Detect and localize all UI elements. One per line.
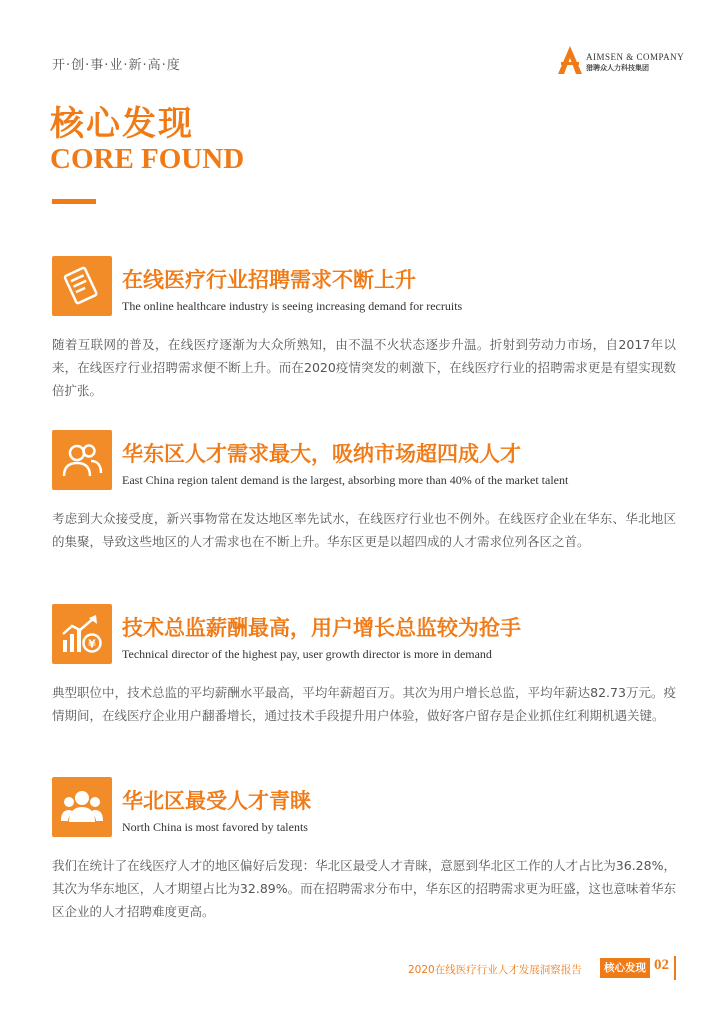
logo-mark-icon <box>558 46 582 74</box>
section-subtitle: East China region talent demand is the largest, absorbing more than 40% of the market talent <box>122 473 569 487</box>
section-subtitle: The online healthcare industry is seeing increasing demand for recruits <box>122 299 463 313</box>
section-icon-box <box>52 777 112 837</box>
section-body: 随着互联网的普及，在线医疗逐渐为大众所熟知，由不温不火状态逐步升温。折射到劳动力市场，自2017年以来，在线医疗行业招聘需求便不断上升。而在2020疫情突发的刺激下，在线医疗行业的招聘需求更是有望实现数倍扩张。 <box>52 337 676 398</box>
footer-section-badge: 核心发现 <box>600 958 650 978</box>
header-tagline: 开·创·事·业·新·高·度 <box>52 58 181 73</box>
logo-text-cn: 猎聘众人力科技集团 <box>586 64 649 72</box>
group-icon <box>60 785 104 829</box>
section-title: 技术总监薪酬最高，用户增长总监较为抢手 <box>122 616 521 640</box>
page-title: 核心发现 <box>50 104 194 144</box>
footer-report-title: 2020在线医疗行业人才发展洞察报告 <box>408 964 582 976</box>
section-title: 华北区最受人才青睐 <box>122 789 311 813</box>
page-number: 02 <box>654 957 669 973</box>
title-underline <box>52 199 96 204</box>
section-subtitle: Technical director of the highest pay, user growth director is more in demand <box>122 647 492 661</box>
section-title: 华东区人才需求最大，吸纳市场超四成人才 <box>122 442 521 466</box>
people-icon <box>60 438 104 482</box>
section-icon-box <box>52 256 112 316</box>
section-body: 我们在统计了在线医疗人才的地区偏好后发现：华北区最受人才青睐，意愿到华北区工作的人才占比为36.28%，其次为华东地区，人才期望占比为32.89%。而在招聘需求分布中，华东区的招聘需求更为旺盛，这也意味着华东区企业的人才招聘难度更高。 <box>52 858 676 919</box>
footer-divider <box>674 956 676 980</box>
page-title-en: CORE FOUND <box>50 143 245 175</box>
company-logo <box>558 46 688 76</box>
section-icon-box <box>52 430 112 490</box>
section-icon-box <box>52 604 112 664</box>
growth-chart-icon <box>60 612 104 656</box>
section-body: 典型职位中，技术总监的平均薪酬水平最高，平均年薪超百万。其次为用户增长总监，平均年薪达82.73万元。疫情期间，在线医疗企业用户翻番增长，通过技术手段提升用户体验，做好客户留存是企业抓住红利期机遇关键。 <box>52 685 676 723</box>
svg-text:¥: ¥ <box>88 637 96 651</box>
section-title: 在线医疗行业招聘需求不断上升 <box>122 268 416 292</box>
section-subtitle: North China is most favored by talents <box>122 820 308 834</box>
logo-text-en: AIMSEN & COMPANY <box>586 52 685 62</box>
document-icon <box>60 264 104 308</box>
section-body: 考虑到大众接受度，新兴事物常在发达地区率先试水，在线医疗行业也不例外。在线医疗企业在华东、华北地区的集聚，导致这些地区的人才需求也在不断上升。华东区更是以超四成的人才需求位列各区之首。 <box>52 511 676 549</box>
